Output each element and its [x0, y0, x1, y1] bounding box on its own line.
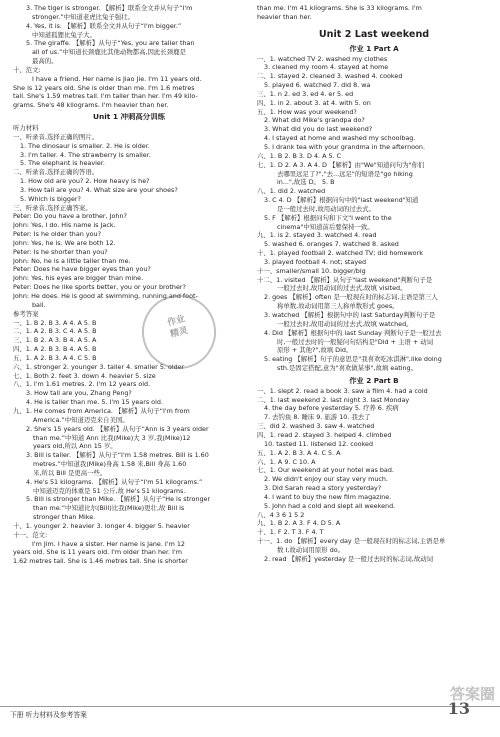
- text-line: heavier than her.: [257, 12, 312, 21]
- part-title: 作业 2 Part B: [349, 376, 399, 385]
- text-line: Peter: Is he shorter than you?: [13, 247, 108, 256]
- text-line: 3. watched 【解析】根据句中的 last Saturday判断句子是: [264, 311, 436, 319]
- text-line: 去哪里远足了?","去...远足"的短语是"go hiking: [277, 169, 413, 178]
- text-line: 十、1. played football 2. watched TV; did homework: [257, 249, 423, 258]
- text-line: 八、1. did 2. watched: [257, 187, 326, 196]
- text-line: 4. Did 【解析】根据句中的 last Sunday 判断句子是一般过去: [264, 328, 442, 337]
- text-line: 九、1. B 2. A 3. F 4. D 5. A: [257, 519, 341, 528]
- page-number: 13: [447, 699, 470, 718]
- watermark-text: 答案圈: [449, 685, 495, 703]
- text-line: 米,所以 Bill 是更高一些。: [33, 468, 107, 477]
- text-line: 七、1. Both 2. feet 3. down 4. heavier 5. size: [13, 371, 156, 380]
- text-line: Peter: Does he like sports better, you or your brother?: [13, 283, 186, 292]
- text-line: 一、听录音,选择正确的图片。: [13, 132, 99, 141]
- text-line: than me.”中知道 Ann 比我(Mike)大 3 岁,我(Mike)12: [33, 433, 191, 442]
- text-line: 3. cleaned my room 4. stayed at home: [264, 63, 389, 72]
- text-line: 五、1. How was your weekend?: [257, 107, 357, 116]
- text-line: 5. John had a cold and slept all weekend.: [264, 501, 396, 510]
- text-line: 3. The tiger is stronger. 【解析】联系全文并从句子“I'm: [26, 4, 193, 12]
- text-line: I'm Jim. I have a sister. Her name is Jane. I'm 12: [32, 539, 185, 548]
- text-line: 10. tasted 11. listened 12. cooked: [264, 439, 374, 448]
- text-line: 五、1. A 2. B 3. A 4. C 5. A: [257, 448, 341, 457]
- text-line: 时,一般过去时的一般疑问句结构是"Did + 主语 + 动词: [277, 337, 433, 346]
- text-line: stronger than Mike.: [33, 513, 96, 522]
- text-line: 4. the day before yesterday 5. 疗养 6. 疾病: [264, 404, 399, 413]
- text-line: 2. read 【解析】yesterday 是一般过去时的标志词,故动词: [264, 554, 434, 563]
- stamp-line-2: 精灵: [169, 325, 190, 341]
- text-line: 三、1. n 2. ed 3. ed 4. er 5. ed: [257, 89, 354, 98]
- unit-title: Unit 2 Last weekend: [318, 28, 430, 40]
- text-line: in...",故选 D。 5. B: [277, 178, 335, 187]
- text-line: 1. The dinosaur is smaller. 2. He is older.: [20, 141, 150, 150]
- text-line: 3. How tall are you, Zhang Peng?: [26, 389, 132, 398]
- text-line: 1. How old are you? 2. How heavy is he?: [20, 177, 150, 186]
- text-line: 七、1. D 2. A 3. A 4. D 【解析】由"We"知道问句为"你们: [257, 160, 425, 169]
- text-line: metres.”中知道我(Mike)身高 1.58 米,Bill 身高 1.60: [33, 460, 187, 469]
- text-line: 八、1. I'm 1.61 metres. 2. I'm 12 years old.: [13, 380, 151, 389]
- text-line: Peter: Is he older than you?: [13, 230, 101, 239]
- text-line: I have a friend. Her name is Jiao Jie. I'm 11 years old.: [32, 74, 202, 83]
- text-line: John: Yes, he is. We are both 12.: [13, 238, 116, 247]
- text-line: 一、1. watched TV 2. washed my clothes: [257, 54, 388, 63]
- text-line: 2. She's 15 years old. 【解析】从句子“Ann is 3 years older: [26, 424, 209, 433]
- footer-section-title: 下册 听力材料及参考答案: [10, 711, 87, 719]
- text-line: 九、1. He comes from America. 【解析】从句子“I'm from: [13, 406, 190, 415]
- text-line: 一、1. slept 2. read a book 3. saw a film 4. had a cold: [257, 386, 428, 395]
- text-line: 二、1. stayed 2. cleaned 3. washed 4. cooked: [257, 72, 403, 81]
- text-line: 参考答案: [13, 309, 39, 318]
- text-line: 十一、范文:: [13, 530, 48, 539]
- page-footer: [0, 699, 500, 727]
- text-line: 六、1. A 9. C 10. A: [257, 457, 316, 466]
- text-line: 六、1. B 2. B 3. D 4. A 5. C: [257, 151, 342, 160]
- text-line: 十一、1. do 【解析】every day 是一般现在时的标志词,主语是单: [257, 537, 446, 546]
- text-line: John: He does. He is good at swimming, running and foot-: [13, 292, 198, 300]
- text-line: 5. The elephant is heavier.: [20, 159, 105, 168]
- text-line: America.”中知道迈克来自美国。: [33, 415, 129, 424]
- text-line: Peter: Does he have bigger eyes than you?: [13, 265, 151, 274]
- text-line: 3. Bill is taller. 【解析】从句子“I'm 1.58 metres. Bill is 1.60: [26, 451, 209, 460]
- text-line: sth.是固定搭配,意为"喜欢做某事",故填 eating。: [277, 364, 417, 373]
- text-line: 5. Which is bigger?: [20, 194, 81, 203]
- text-line: 3. C 4. D 【解析】根据问句中的"last weekend"知道: [264, 196, 419, 205]
- text-line: 四、1. read 2. stayed 3. helped 4. climbed: [257, 430, 392, 439]
- text-line: all of us.”中知道长颈鹿比其他动物都高,因此长颈鹿是: [32, 48, 186, 57]
- text-line: 一般过去时,故用动词的过去式,故填 watched。: [277, 319, 413, 328]
- text-line: 三、1. B 2. A 3. B 4. A 5. A: [13, 336, 97, 345]
- text-line: 十、1. younger 2. heavier 3. longer 4. bigger 5. heavier: [13, 521, 190, 530]
- text-line: 5. F 【解析】根据问句和下文"I went to the: [264, 213, 392, 222]
- text-line: 5. The giraffe. 【解析】从句子“Yes, you are taller than: [26, 39, 195, 48]
- text-line: 4. He is taller than me. 5. I'm 15 years old.: [26, 398, 163, 407]
- text-line: 三、听录音,选择正确答案。: [13, 203, 92, 212]
- text-line: 3. How tall are you? 4. What size are your shoes?: [20, 185, 178, 194]
- text-line: 六、1. stronger 2. younger 3. taller 4. smaller 5. older: [13, 362, 185, 371]
- text-line: 4. Yes, it is. 【解析】联系全文并从句子“I'm bigger.”: [26, 21, 182, 30]
- text-line: 八、4 3 6 1 5 2: [257, 510, 305, 519]
- right-column: [257, 4, 491, 564]
- text-line: 七、1. Our weekend at your hotel was bad.: [257, 466, 394, 475]
- text-line: John: Yes, I do. His name is Jack.: [13, 221, 116, 230]
- text-line: 3. What did you do last weekend?: [264, 125, 373, 134]
- text-line: 1.62 metres tall. She is 1.46 metres tall. She is shorter: [13, 557, 188, 566]
- text-line: 十一、smaller/small 10. bigger/big: [257, 266, 366, 275]
- text-line: 5. washed 6. oranges 7. watched 8. asked: [264, 240, 399, 249]
- text-line: grams. She's 48 kilograms. I'm heavier than her.: [13, 101, 169, 110]
- text-line: 十、1. F 2. T 3. F 4. T: [257, 528, 324, 537]
- text-line: than me.”中知道比尔(Bill)比我(Mike)更壮,故 Bill is: [33, 504, 185, 513]
- text-line: 三、did 2. washed 3. saw 4. watched: [257, 422, 375, 431]
- text-line: 中知道迈克的体重是 51 公斤,故 He's 51 kilograms.: [33, 486, 186, 495]
- text-line: 原形 + 其他?",故填 Did。: [277, 346, 353, 355]
- text-line: 4. I stayed at home and washed my schoolbag.: [264, 134, 416, 143]
- text-line: 3. I'm taller. 4. The strawberry is smaller.: [20, 150, 151, 159]
- text-line: 中知道狐狸比兔子大。: [32, 30, 96, 39]
- text-line: 数 I,故动词用原形 do。: [277, 545, 345, 554]
- text-line: tall. She's 1.59 metres tall. I'm taller than her. I'm 49 kilo-: [13, 92, 198, 101]
- text-line: 5. eating 【解析】句子的意思是"我喜欢吃冰淇淋",like doing: [264, 355, 442, 364]
- text-line: 7. 去钓鱼 8. 睡床 9. 旅游 10. 我去了: [264, 413, 371, 422]
- text-line: 3. played football 4. not; stayed: [264, 257, 367, 266]
- text-line: 是一般过去时,故用动词的过去式。: [277, 204, 375, 213]
- left-column: [13, 4, 245, 566]
- text-line: 2. goes 【解析】often 是一般现在时的标志词,主语是第三人: [264, 293, 438, 302]
- text-line: stronger.”中知道老虎比兔子强壮。: [32, 12, 134, 21]
- text-line: 二、听录音,选择正确的答语。: [13, 168, 99, 177]
- text-line: 二、1. A 2. B 3. C 4. A 5. B: [13, 327, 97, 336]
- text-line: 十、范文:: [13, 65, 41, 74]
- text-line: 5. played 6. watched 7. did 8. wa: [264, 81, 371, 90]
- text-line: She is 12 years old. She is older than me. I'm 1.6 metres: [13, 83, 195, 92]
- text-line: 五、1. A 2. B 3. A 4. C 5. B: [13, 353, 97, 362]
- text-line: cinema"中知道前后要保持一致。: [277, 222, 374, 231]
- text-line: 一般过去时,故用动词的过去式,故填 visited。: [277, 284, 407, 293]
- text-line: 听力材料: [13, 123, 39, 132]
- text-line: years old. She is 11 years old. I'm older than her. I'm: [13, 548, 182, 557]
- text-line: 5. I drank tea with your grandma in the afternoon.: [264, 142, 426, 151]
- text-line: 二、1. last weekend 2. last night 3. last Monday: [257, 395, 410, 404]
- text-line: 四、1. in 2. about 3. at 4. with 5. on: [257, 98, 371, 107]
- text-line: 十二、1. visited 【解析】从句子"last weekend"判断句子是: [257, 275, 433, 284]
- text-line: 4. He's 51 kilograms. 【解析】从句子“I'm 51 kilograms.”: [26, 477, 203, 486]
- part-title: 作业 1 Part A: [349, 44, 399, 53]
- text-line: years old,所以 Ann 15 岁。: [33, 442, 117, 451]
- text-line: 4. I want to buy the new film magazine.: [264, 492, 392, 501]
- text-line: 最高的。: [32, 57, 58, 66]
- text-line: 四、1. A 2. B 3. B 4. A 5. B: [13, 345, 97, 354]
- text-line: 称单数,故动词用第三人称单数形式 goes。: [277, 302, 399, 311]
- text-line: 一、1. B 2. B 3. A 4. A 5. B: [13, 318, 97, 327]
- text-line: 3. Did Sarah read a story yesterday?: [264, 484, 382, 493]
- text-line: than me. I'm 41 kilograms. She is 33 kilograms. I'm: [257, 4, 422, 12]
- text-line: Peter: Do you have a brother, John?: [13, 212, 127, 221]
- text-line: 2. We didn't enjoy our stay very much.: [264, 475, 388, 484]
- text-line: 5. Bill is stronger than Mike. 【解析】从句子“He is stronger: [26, 495, 211, 504]
- text-line: John: No, he is a little taller than me.: [13, 256, 131, 265]
- section-title: Unit 1 冲刺高分训练: [93, 113, 165, 122]
- text-line: 2. What did Mike's grandpa do?: [264, 116, 365, 125]
- text-line: 九、1. is 2. stayed 3. watched 4. read: [257, 231, 377, 240]
- text-line: John: Yes, his eyes are bigger than mine.: [13, 274, 144, 283]
- stamp-line-1: 作业: [166, 314, 187, 329]
- text-line: ball.: [32, 300, 46, 309]
